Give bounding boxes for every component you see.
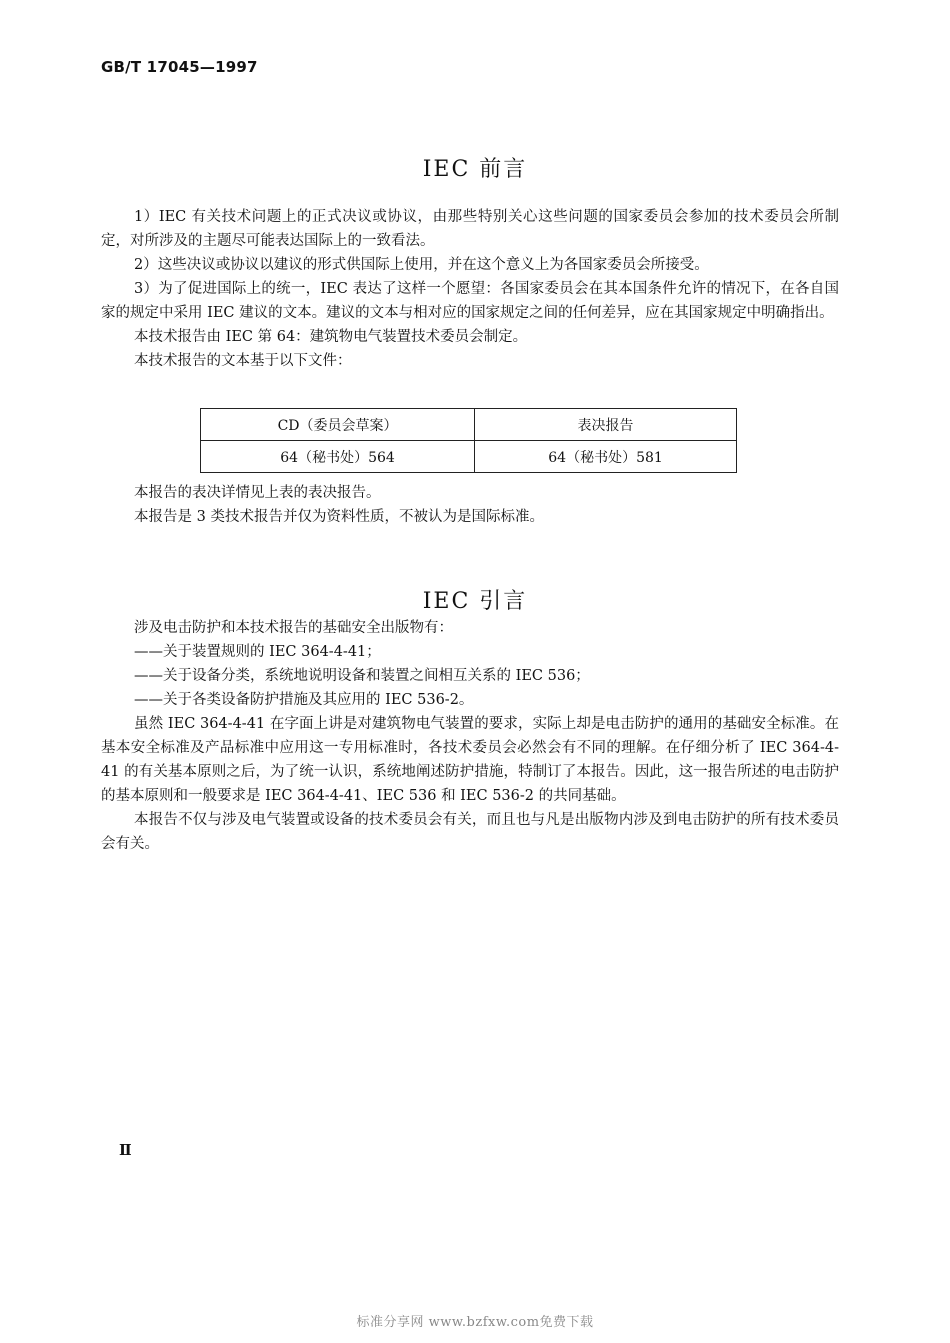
standard-code: GB/T 17045—1997 — [101, 58, 258, 76]
foreword-item-2: 2）这些决议或协议以建议的形式供国际上使用，并在这个意义上为各国家委员会所接受。 — [134, 257, 709, 273]
list-item: ——关于装置规则的 IEC 364-4-41； — [134, 644, 381, 660]
document-table — [200, 408, 737, 473]
table-cell-vote: 64（秘书处）581 — [475, 441, 737, 473]
introduction-body — [101, 616, 839, 856]
introduction-title: IEC 引言 — [422, 589, 528, 614]
introduction-paragraph-1: 虽然 IEC 364-4-41 在字面上讲是对建筑物电气装置的要求，实际上却是电击防护的通用的基础安全标准。在基本安全标准及产品标准中应用这一专用标准时，各技术委员会必然会有不同的理解。在仔细分析了 IEC 364-4-41 的有关基本原则之后，为了统一认识，系统地阐述防护措施，特制订了本报告。因此，这一报告所述的电击防护的基本原则和一般要求是 IEC 364-4-41、IEC 536 和 IEC 536-2 的共同基础。 — [101, 716, 839, 804]
introduction-lead: 涉及电击防护和本技术报告的基础安全出版物有： — [134, 620, 453, 636]
page-number: Ⅱ — [119, 1141, 132, 1159]
table-cell-cd: 64（秘书处）564 — [201, 441, 475, 473]
based-on: 本技术报告的文本基于以下文件： — [134, 353, 352, 369]
prepared-by: 本技术报告由 IEC 第 64：建筑物电气装置技术委员会制定。 — [134, 329, 528, 345]
footer-watermark: 标准分享网 www.bzfxw.com免费下载 — [356, 1315, 594, 1330]
table-header-cd: CD（委员会草案） — [201, 409, 475, 441]
report-type: 本报告是 3 类技术报告并仅为资料性质，不被认为是国际标准。 — [134, 509, 544, 525]
table-header-vote: 表决报告 — [475, 409, 737, 441]
list-item: ——关于各类设备防护措施及其应用的 IEC 536-2。 — [134, 692, 474, 708]
introduction-paragraph-2: 本报告不仅与涉及电气装置或设备的技术委员会有关，而且也与凡是出版物内涉及到电击防护的所有技术委员会有关。 — [101, 812, 839, 852]
table-header-row — [201, 409, 737, 441]
foreword-body — [101, 205, 839, 373]
foreword-item-3: 3）为了促进国际上的统一，IEC 表达了这样一个愿望：各国家委员会在其本国条件允许的情况下，在各自国家的规定中采用 IEC 建议的文本。建议的文本与相对应的国家规定之间的任何差异，应在其国家规定中明确指出。 — [101, 281, 839, 321]
foreword-title: IEC 前言 — [422, 157, 528, 182]
voting-info: 本报告的表决详情见上表的表决报告。 — [134, 485, 381, 501]
list-item: ——关于设备分类，系统地说明设备和装置之间相互关系的 IEC 536； — [134, 668, 590, 684]
foreword-tail — [101, 481, 839, 529]
table-row — [201, 441, 737, 473]
foreword-item-1: 1）IEC 有关技术问题上的正式决议或协议，由那些特别关心这些问题的国家委员会参加的技术委员会所制定，对所涉及的主题尽可能表达国际上的一致看法。 — [101, 209, 839, 249]
